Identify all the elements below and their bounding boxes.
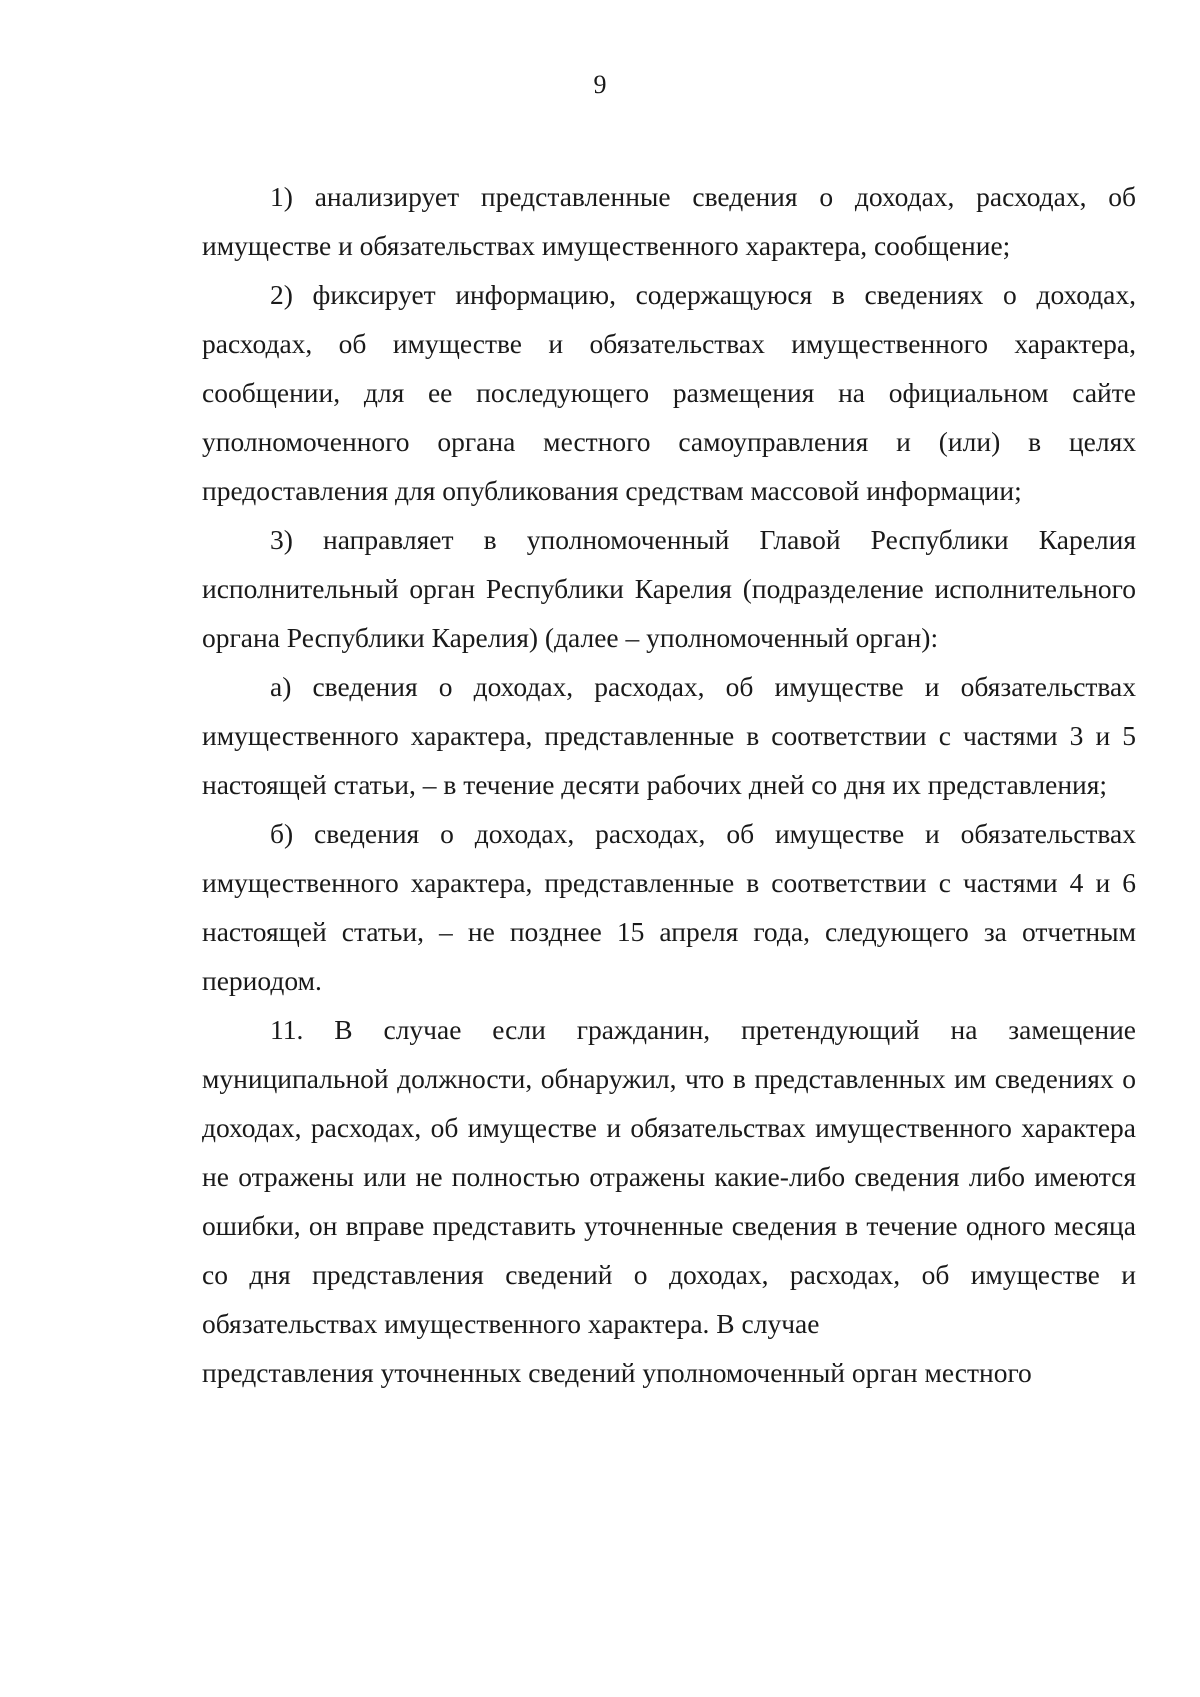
paragraph-item-1: 1) анализирует представленные сведения о доходах, расходах, об имуществе и обязательствах имущественного характера, сообщение; (202, 181, 1136, 261)
paragraph-item-2: 2) фиксирует информацию, содержащуюся в сведениях о доходах, расходах, об имуществе и обязательствах имущественного характера, сообщении, для ее последующего размещения на официальном сайте уполномоченного органа местного самоуправления и (или) в целях предоставления для опубликования средствам массовой информации; (202, 279, 1136, 506)
paragraph-part-11: 11. В случае если гражданин, претендующий на замещение муниципальной должности, обнаружил, что в представленных им сведениях о доходах, расходах, об имуществе и обязательствах имущественного характера не отражены или не полностью отражены какие-либо сведения либо имеются ошибки, он вправе представить уточненные сведения в течение одного месяца со дня представления сведений о доходах, расходах, об имуществе и обязательствах имущественного характера. В случае (202, 1014, 1136, 1339)
page-number: 9 (593, 70, 607, 99)
document-body (202, 172, 1136, 1397)
paragraph-item-3: 3) направляет в уполномоченный Главой Республики Карелия исполнительный орган Республики Карелия (подразделение исполнительного органа Республики Карелия) (далее – уполномоченный орган): (202, 524, 1136, 653)
paragraph-subitem-b: б) сведения о доходах, расходах, об имуществе и обязательствах имущественного характера, представленные в соответствии с частями 4 и 6 настоящей статьи, – не позднее 15 апреля года, следующего за отчетным периодом. (202, 818, 1136, 996)
paragraph-subitem-a: а) сведения о доходах, расходах, об имуществе и обязательствах имущественного характера, представленные в соответствии с частями 3 и 5 настоящей статьи, – в течение десяти рабочих дней со дня их представления; (202, 671, 1136, 800)
paragraph-continuation: представления уточненных сведений уполномоченный орган местного (202, 1357, 1032, 1388)
